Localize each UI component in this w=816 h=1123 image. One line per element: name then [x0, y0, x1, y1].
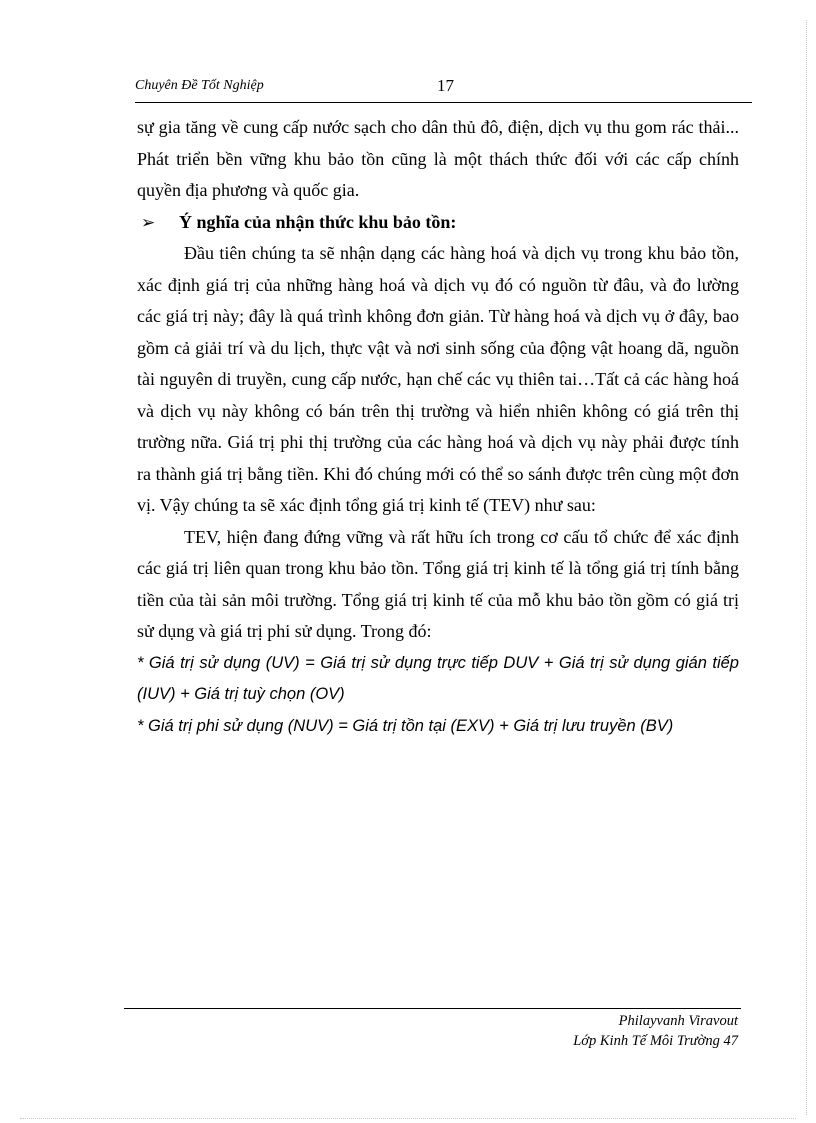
footer-class: Lớp Kinh Tế Môi Trường 47: [573, 1033, 738, 1049]
arrow-bullet-icon: ➢: [141, 212, 156, 232]
page-edge-right: [806, 20, 807, 1115]
paragraph-goods-services: Đầu tiên chúng ta sẽ nhận dạng các hàng hoá và dịch vụ trong khu bảo tồn, xác định giá trị của những hàng hoá và dịch vụ đó có nguồn từ đâu, và đo lường các giá trị này; đây là quá trình không đơn giản. Từ hàng hoá và dịch vụ ở đây, bao gồm cả giải trí và du lịch, thực vật và nơi sinh sống của động vật hoang dã, nguồn tài nguyên di truyền, cung cấp nước, hạn chế các vụ thiên tai…Tất cả các hàng hoá và dịch vụ này không có bán trên thị trường và hiển nhiên không có giá trên thị trường nữa. Giá trị phi thị trường của các hàng hoá và dịch vụ này phải được tính ra thành giá trị bằng tiền. Khi đó chúng mới có thể so sánh được trên cùng một đơn vị. Vậy chúng ta sẽ xác định tổng giá trị kinh tế (TEV) như sau:: [137, 243, 739, 515]
footer-author: Philayvanh Viravout: [618, 1013, 738, 1029]
document-body: [137, 112, 739, 742]
page-number: 17: [437, 76, 454, 95]
paragraph-tev: TEV, hiện đang đứng vững và rất hữu ích trong cơ cấu tổ chức để xác định các giá trị liên quan trong khu bảo tồn. Tổng giá trị kinh tế là tổng giá trị tính bằng tiền của tài sản môi trường. Tổng giá trị kinh tế của mỗ khu bảo tồn gồm có giá trị sử dụng và giá trị phi sử dụng. Trong đó:: [137, 526, 739, 641]
footer-divider: [124, 1008, 741, 1009]
paragraph-intro: sự gia tăng về cung cấp nước sạch cho dân thủ đô, điện, dịch vụ thu gom rác thải... Phát triển bền vững khu bảo tồn cũng là một thách thức đối với các cấp chính quyền địa phương và quốc gia.: [137, 117, 739, 200]
page-edge-bottom: [20, 1118, 796, 1119]
header-title: Chuyên Đề Tốt Nghiệp: [135, 78, 264, 93]
section-heading-text: Ý nghĩa của nhận thức khu bảo tồn:: [179, 211, 457, 232]
page-footer: [573, 1011, 738, 1051]
formula-non-use-value: * Giá trị phi sử dụng (NUV) = Giá trị tồn tại (EXV) + Giá trị lưu truyền (BV): [137, 716, 674, 735]
section-heading: [137, 207, 739, 239]
page-header: [135, 76, 752, 103]
formula-use-value: * Giá trị sử dụng (UV) = Giá trị sử dụng trực tiếp DUV + Giá trị sử dụng gián tiếp (IUV) + Giá trị tuỳ chọn (OV): [137, 653, 739, 703]
